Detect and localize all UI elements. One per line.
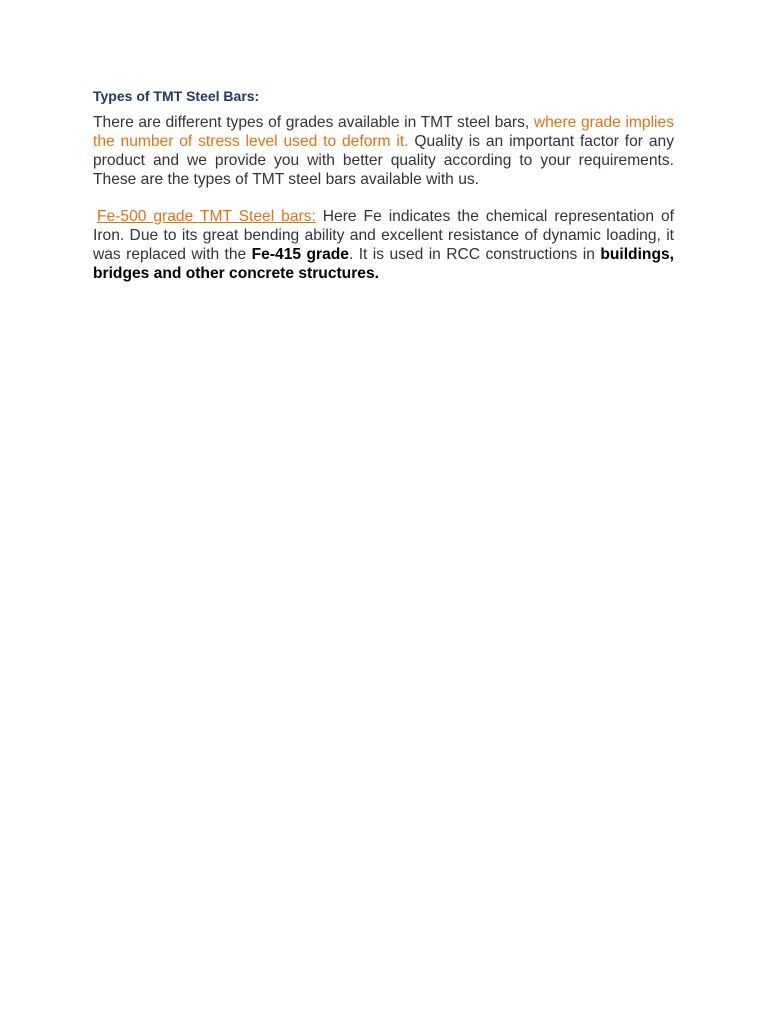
fe415-grade-bold: Fe-415 grade	[251, 246, 349, 263]
fe500-text-2: . It is used in RCC constructions in	[348, 246, 601, 263]
intro-paragraph	[93, 113, 674, 189]
intro-text-end: Quality is an important factor for any product and we provide you with better quality according to your requirements. These are the types of TMT steel bars available with us.	[93, 133, 674, 188]
intro-text-start: There are different types of grades available in TMT steel bars,	[93, 114, 534, 131]
section-heading: Types of TMT Steel Bars:	[93, 88, 260, 104]
structures-bold: buildings, bridges and other concrete structures.	[93, 246, 674, 282]
fe500-paragraph	[93, 207, 674, 283]
fe500-link[interactable]: Fe-500 grade TMT Steel bars:	[97, 208, 316, 225]
fe500-text-1: Here Fe indicates the chemical representation of Iron. Due to its great bending ability and excellent resistance of dynamic loading, it was replaced with the	[93, 208, 674, 263]
document-page	[93, 87, 674, 283]
intro-highlight: where grade implies the number of stress level used to deform it.	[93, 114, 674, 150]
